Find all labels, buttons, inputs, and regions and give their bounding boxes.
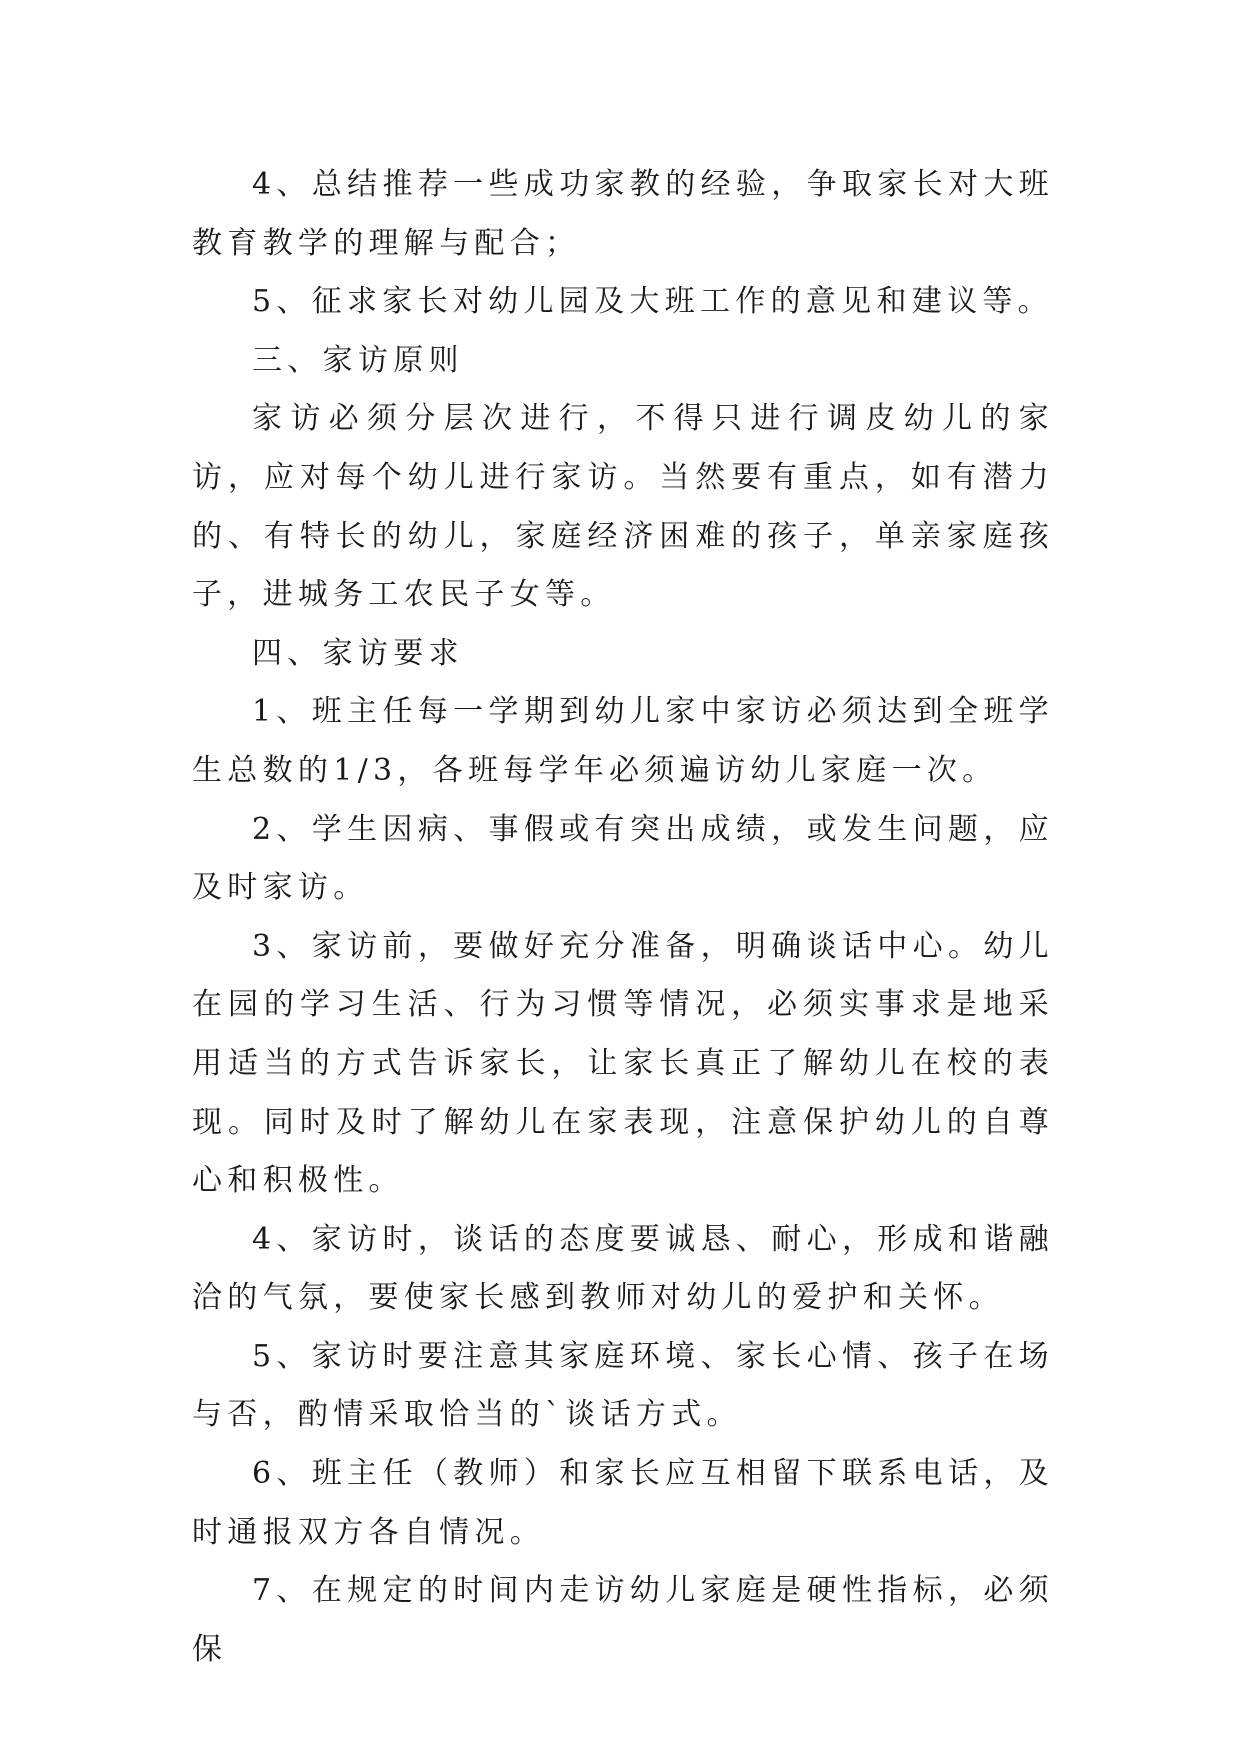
paragraph-principles-body: 家访必须分层次进行，不得只进行调皮幼儿的家访，应对每个幼儿进行家访。当然要有重点，如有潜力的、有特长的幼儿，家庭经济困难的孩子，单亲家庭孩子，进城务工农民子女等。 — [192, 401, 1054, 613]
section-heading-requirements: 四、家访要求 — [252, 635, 464, 671]
paragraph-requirement-5: 5、家访时要注意其家庭环境、家长心情、孩子在场与否，酌情采取恰当的`谈话方式。 — [192, 1338, 1054, 1433]
paragraph-requirement-7: 7、在规定的时间内走访幼儿家庭是硬性指标，必须保 — [192, 1573, 1054, 1667]
paragraph-item-4-experience: 4、总结推荐一些成功家教的经验，争取家长对大班教育教学的理解与配合； — [192, 167, 1054, 261]
paragraph-requirement-2: 2、学生因病、事假或有突出成绩，或发生问题，应及时家访。 — [192, 811, 1054, 906]
paragraph-requirement-6: 6、班主任（教师）和家长应互相留下联系电话，及时通报双方各自情况。 — [192, 1456, 1054, 1550]
document-page — [192, 156, 1054, 1679]
paragraph-requirement-3: 3、家访前，要做好充分准备，明确谈话中心。幼儿在园的学习生活、行为习惯等情况，必须实事求是地采用适当的方式告诉家长，让家长真正了解幼儿在校的表现。同时及时了解幼儿在家表现，注意保护幼儿的自尊心和积极性。 — [192, 928, 1054, 1199]
paragraph-requirement-1: 1、班主任每一学期到幼儿家中家访必须达到全班学生总数的1/3，各班每学年必须遍访幼儿家庭一次。 — [192, 694, 1054, 788]
paragraph-item-5-opinions: 5、征求家长对幼儿园及大班工作的意见和建议等。 — [252, 284, 1053, 320]
section-heading-principles: 三、家访原则 — [252, 342, 464, 378]
paragraph-requirement-4: 4、家访时，谈话的态度要诚恳、耐心，形成和谐融洽的气氛，要使家长感到教师对幼儿的爱护和关怀。 — [192, 1221, 1054, 1316]
